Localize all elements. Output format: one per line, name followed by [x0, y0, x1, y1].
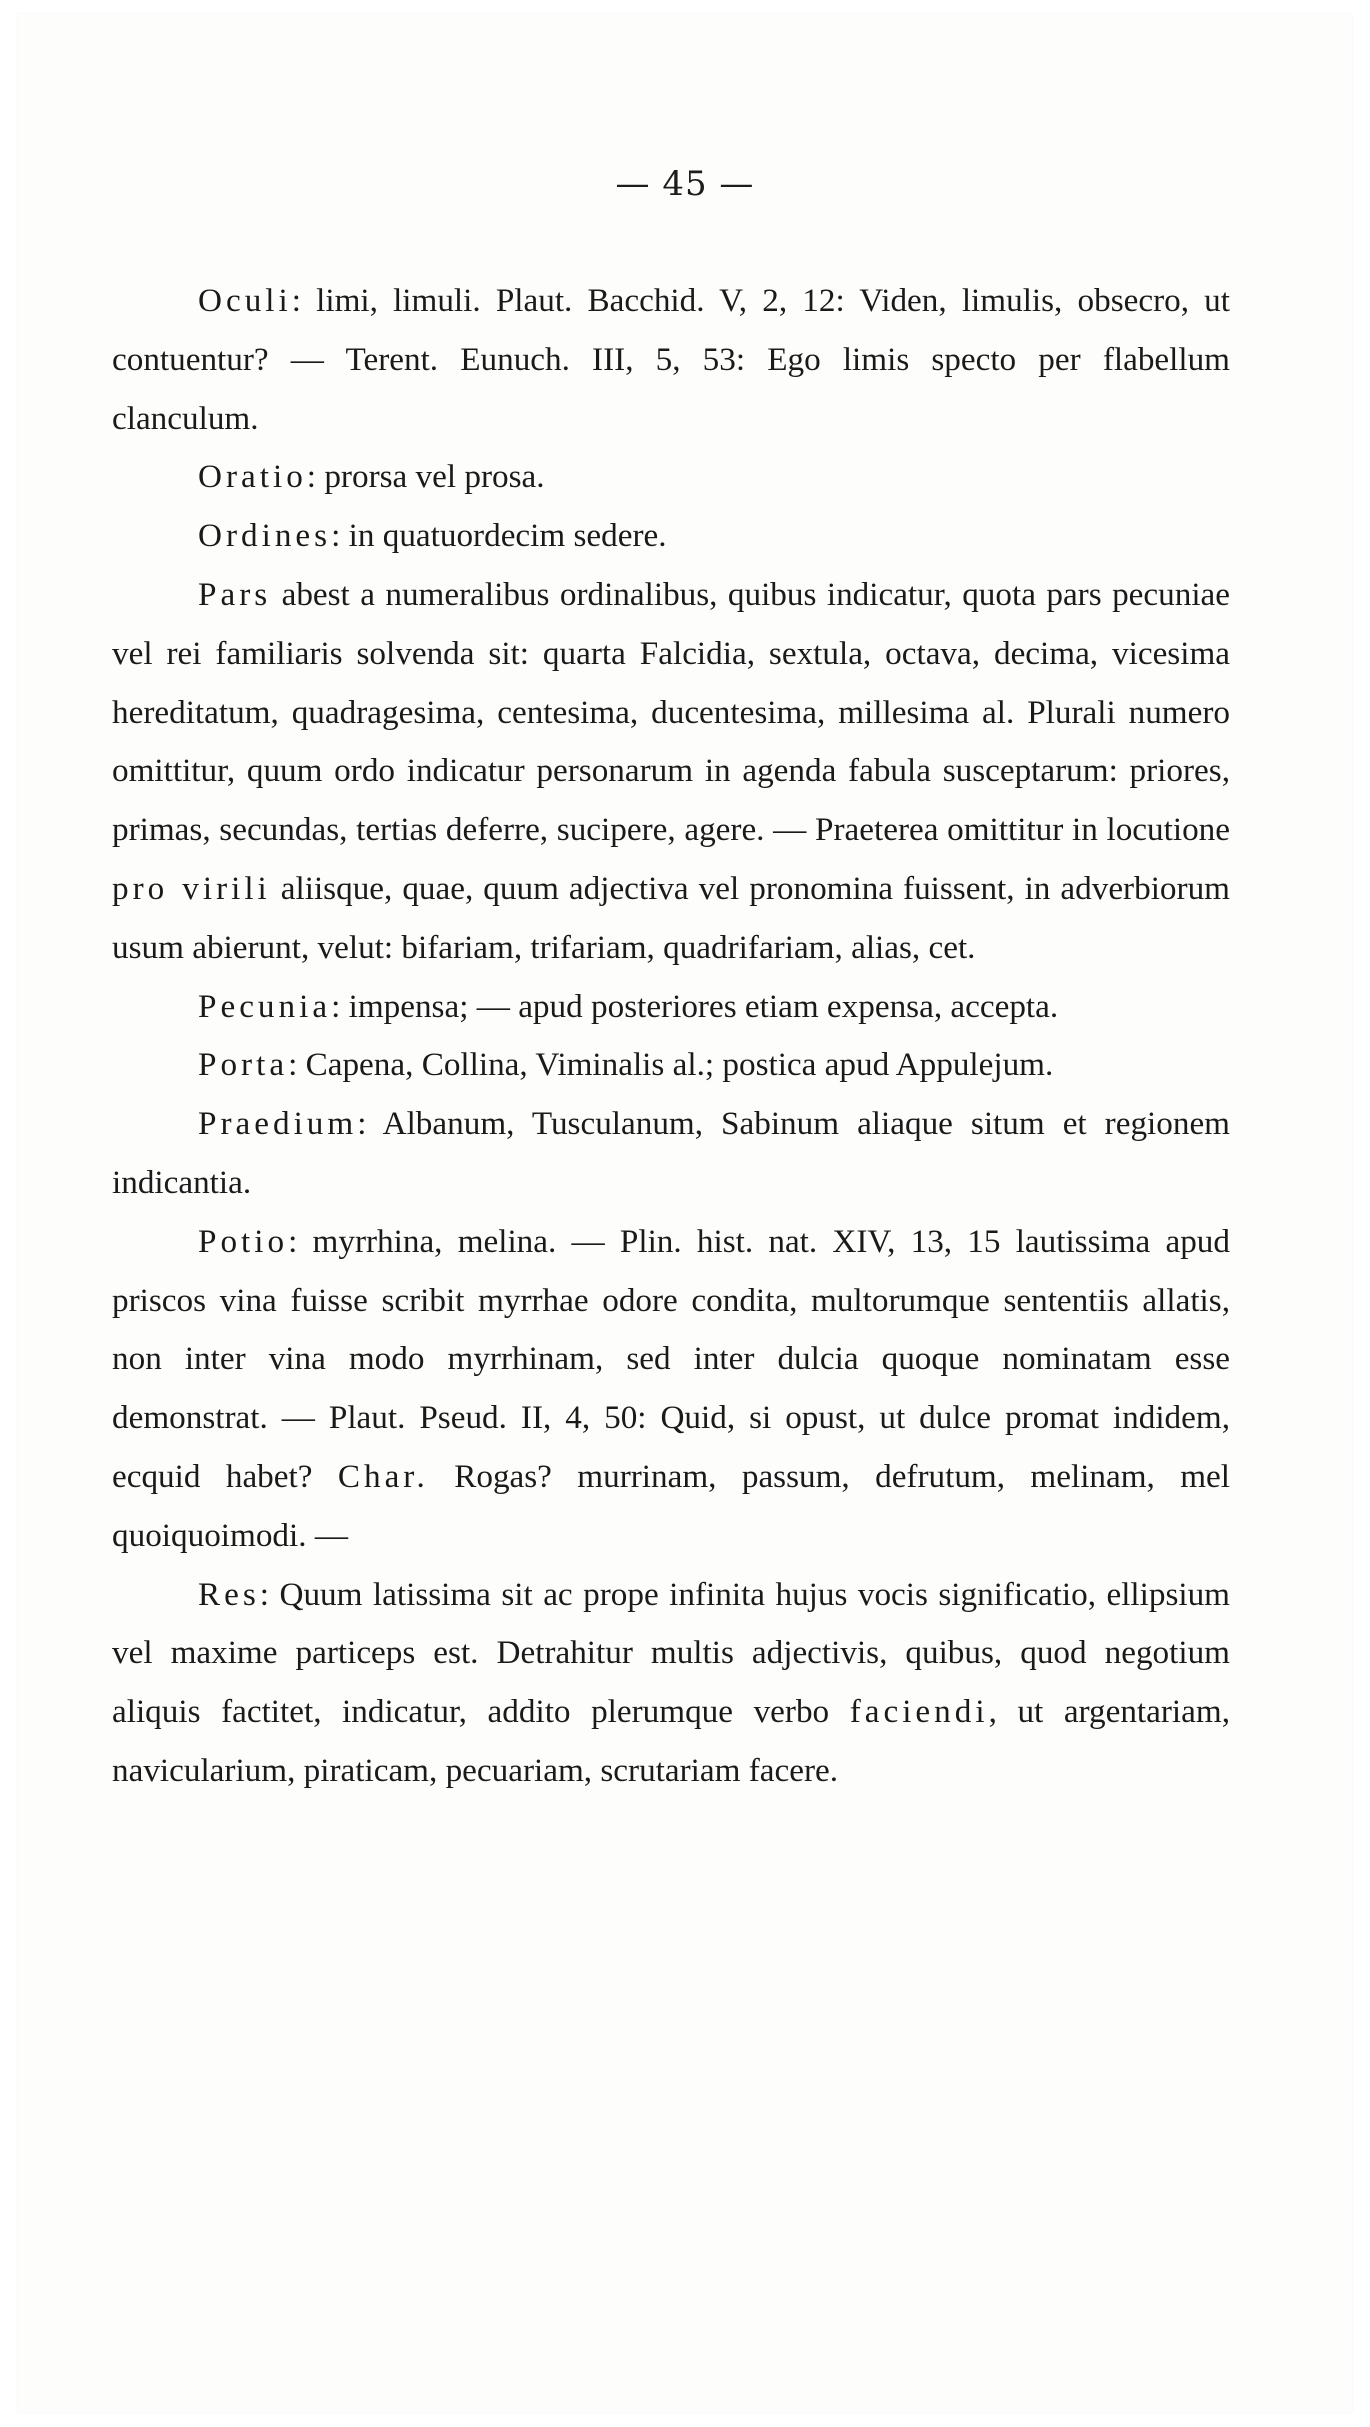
- lemma-separator: :: [331, 517, 341, 555]
- page-body: [112, 272, 1230, 1801]
- entry-text: Albanum, Tusculanum, Sabinum aliaque situm et regionem indicantia.: [112, 1105, 1230, 1201]
- entry-text: myrrhina, melina. — Plin. hist. nat. XIV, 13, 15 lautissima apud priscos vina fuisse scribit myrrhae odore condita, multorumque sententiis allatis, non inter vina modo myrrhinam, sed inter dulcia quoque nominatam esse demonstrat. — Plaut. Pseud. II, 4, 50: Quid, si opust, ut dulce promat indidem, ecquid habet?: [112, 1222, 1230, 1495]
- lemma: Praedium: [198, 1105, 358, 1143]
- lemma-separator: :: [306, 458, 317, 496]
- entry-potio: [112, 1213, 1230, 1566]
- entry-text: impensa; — apud posteriores etiam expensa, accepta.: [340, 987, 1059, 1025]
- lemma: Oculi: [198, 282, 292, 319]
- lemma-separator: :: [288, 1046, 298, 1084]
- spaced-phrase: pro virili: [112, 869, 271, 907]
- speaker-label: Char.: [337, 1457, 429, 1495]
- entry-ordines: [112, 507, 1230, 566]
- lemma: Porta: [198, 1046, 289, 1084]
- entry-text: limi, limuli. Plaut. Bacchid. V, 2, 12: Viden, limulis, obsecro, ut contuentur? — Terent. Eunuch. III, 5, 53: Ego limis specto per flabellum clanculum.: [112, 282, 1230, 437]
- lemma: Pars: [198, 575, 272, 613]
- lemma: Ordines: [198, 517, 332, 555]
- entry-praedium: [112, 1095, 1230, 1213]
- entry-text-continued: Rogas? murrinam, passum, defrutum, melinam, mel quoiquoimodi. —: [112, 1457, 1231, 1554]
- book-page: [18, 14, 1352, 2412]
- lemma: Res: [198, 1575, 260, 1613]
- spaced-phrase: faciendi: [849, 1693, 989, 1731]
- lemma-separator: :: [291, 282, 301, 319]
- entry-pecunia: [112, 978, 1230, 1037]
- lemma-separator: :: [357, 1105, 367, 1143]
- entry-text-continued: , ut argentariam, navicularium, piraticam, pecuariam, scrutariam facere.: [112, 1693, 1230, 1789]
- page-number-header: — 45 —: [615, 164, 755, 204]
- entry-res: [112, 1566, 1230, 1801]
- entry-text: Quum latissima sit ac prope infinita hujus vocis significatio, ellipsium vel maxime particeps est. Detrahitur multis adjectivis, quibus, quod negotium aliquis factitet, indicatur, addito plerumque verbo: [112, 1575, 1230, 1731]
- lemma-separator: :: [331, 987, 341, 1025]
- entry-text: in quatuordecim sedere.: [340, 517, 667, 555]
- lemma: Pecunia: [198, 987, 332, 1025]
- entry-oratio: [112, 448, 1230, 507]
- lemma: Oratio: [198, 458, 307, 496]
- entry-text: prorsa vel prosa.: [316, 458, 545, 496]
- entry-oculi: [112, 272, 1230, 448]
- lemma-separator: :: [259, 1575, 270, 1613]
- entry-text: Capena, Collina, Viminalis al.; postica apud Appulejum.: [297, 1046, 1054, 1084]
- entry-text: abest a numeralibus ordinalibus, quibus indicatur, quota pars pecuniae vel rei familiaris solvenda sit: quarta Falcidia, sextula, octava, decima, vicesima hereditatum, quadragesima, centesima, ducentesima, millesima al. Plurali numero omittitur, quum ordo indicatur personarum in agenda fabula susceptarum: priores, primas, secundas, tertias deferre, sucipere, agere. — Praeterea omittitur in locutione: [112, 575, 1230, 849]
- lemma: Potio: [198, 1222, 289, 1260]
- entry-porta: [112, 1036, 1230, 1095]
- lemma-separator: :: [288, 1222, 298, 1260]
- entry-pars: [112, 566, 1230, 978]
- entry-text-continued: aliisque, quae, quum adjectiva vel pronomina fuissent, in adverbiorum usum abierunt, velut: bifariam, trifariam, quadrifariam, alias, cet.: [112, 869, 1230, 966]
